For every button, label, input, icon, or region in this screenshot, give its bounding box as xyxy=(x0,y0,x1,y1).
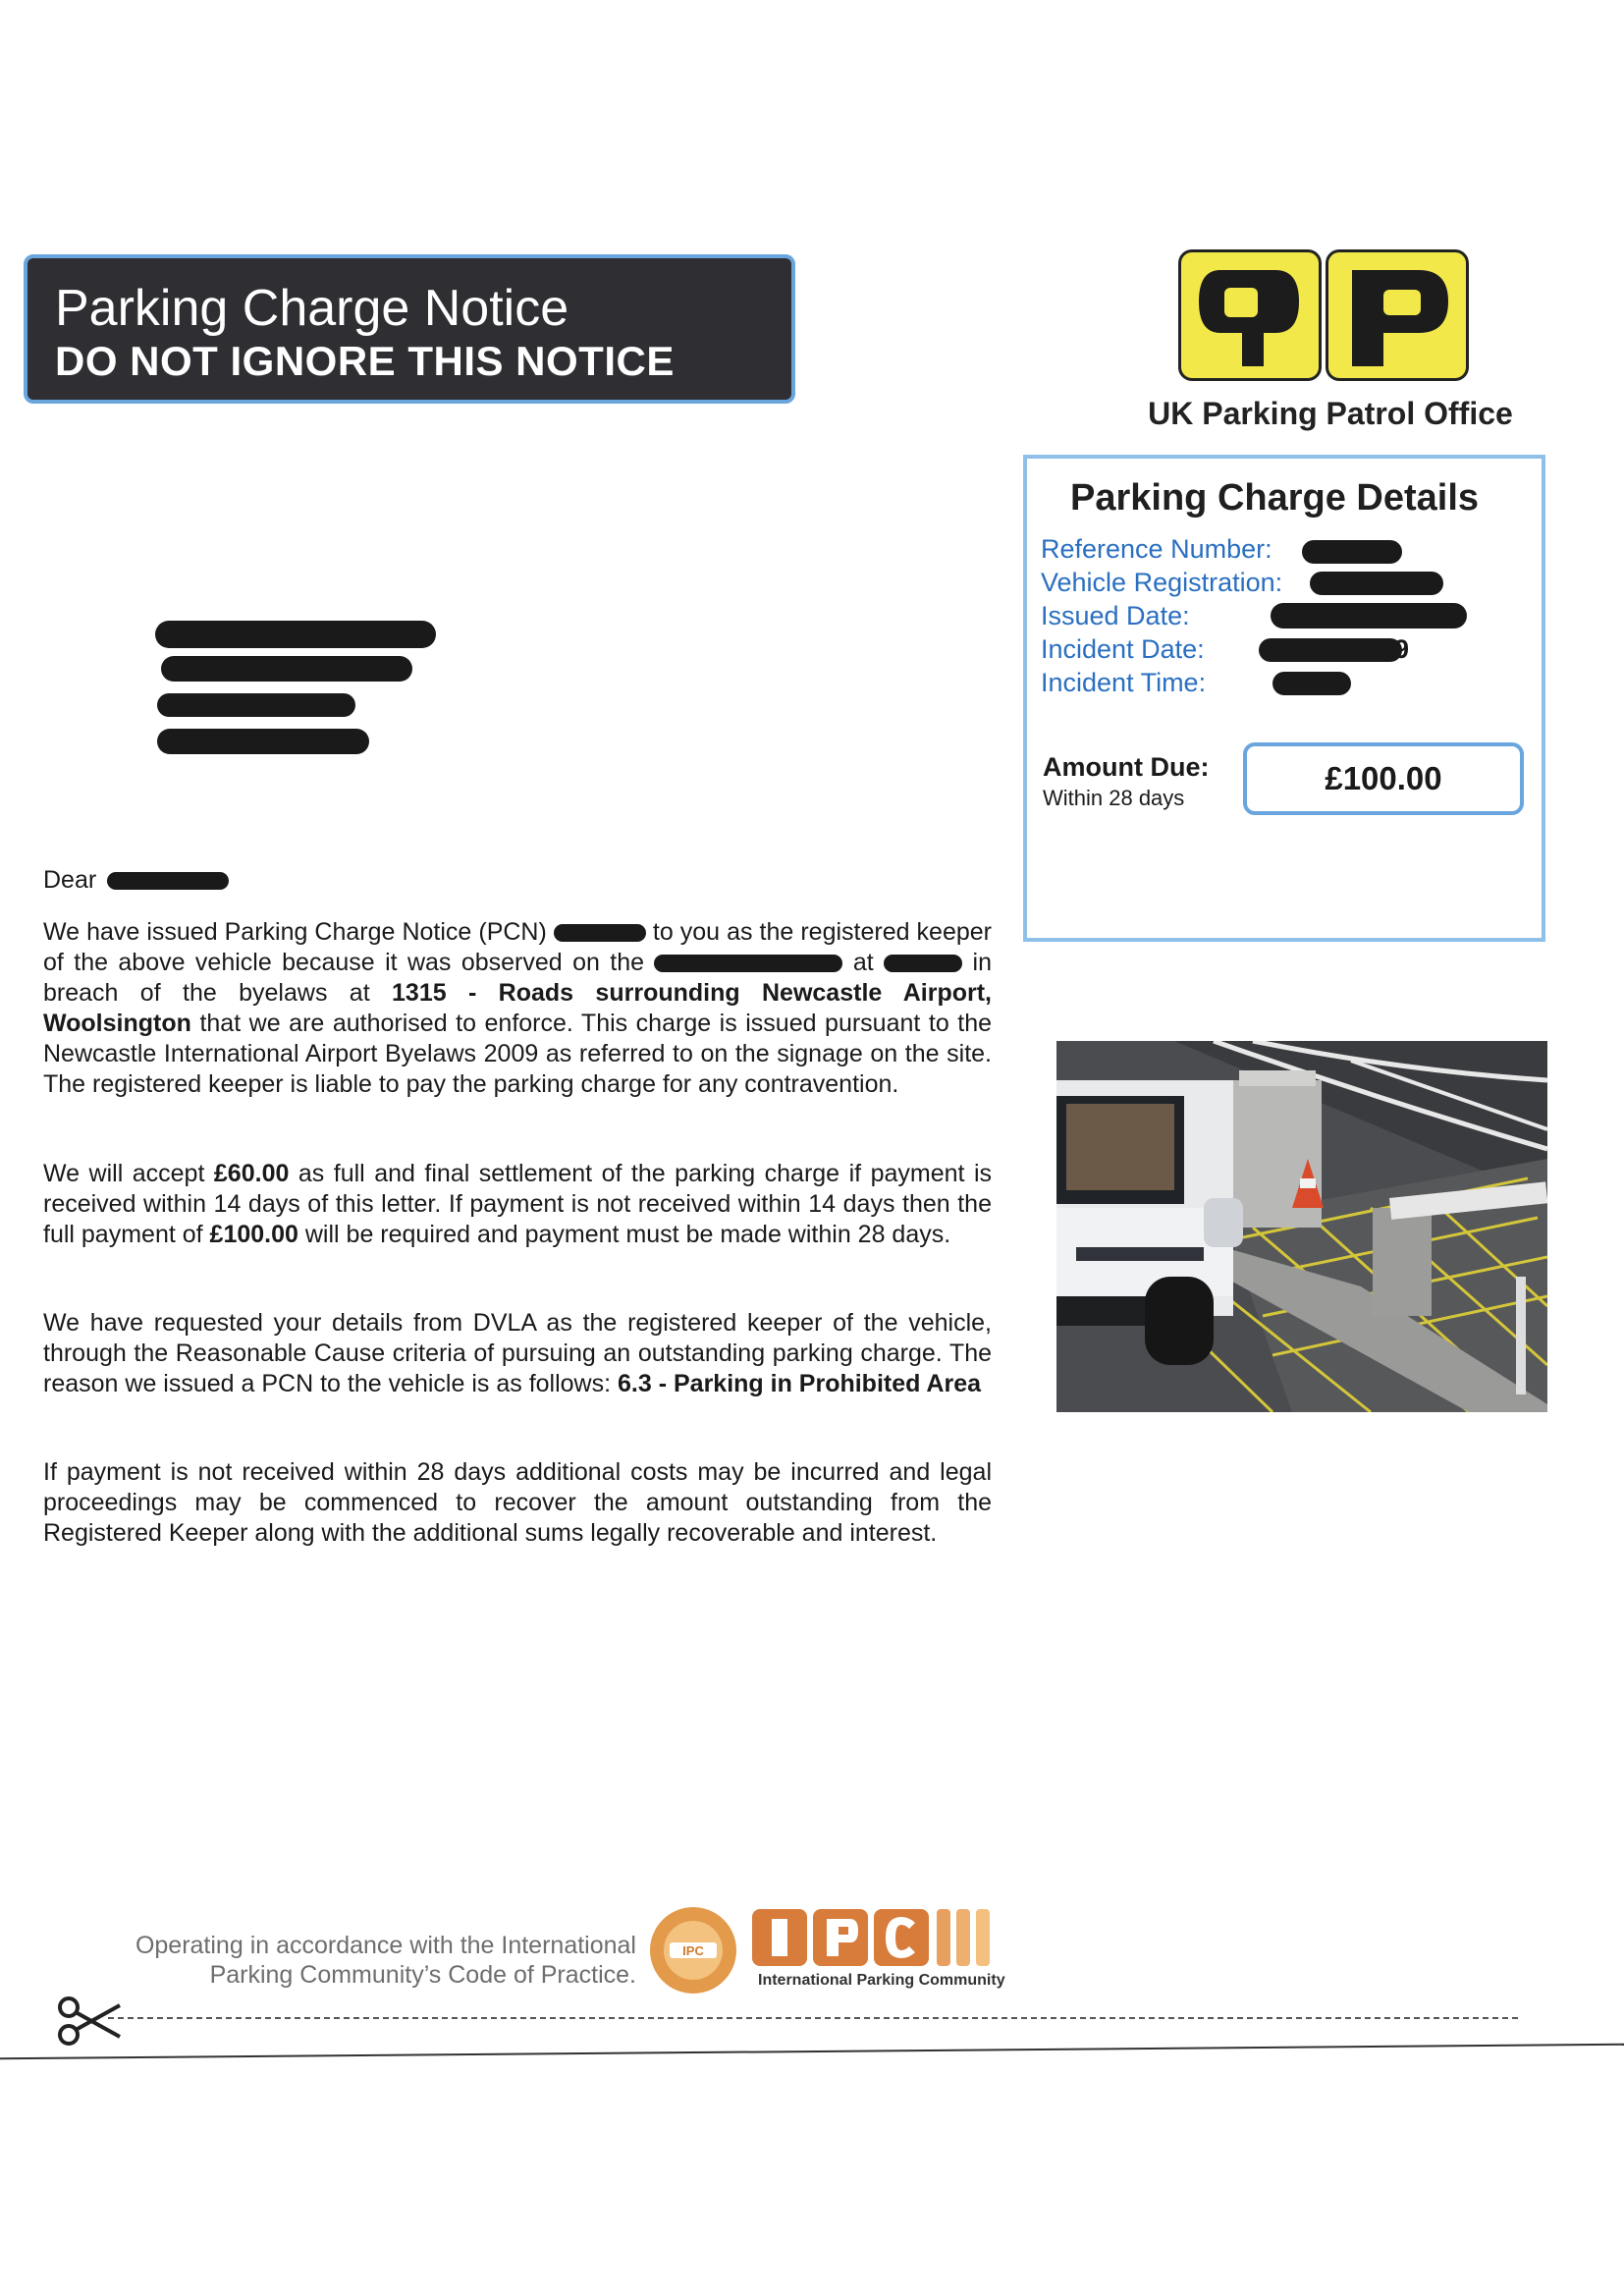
amount-due-value: £100.00 xyxy=(1243,742,1524,815)
redaction-bar xyxy=(1259,638,1402,662)
ipc-caption: International Parking Community xyxy=(758,1972,1005,1989)
p1-text-c: at xyxy=(852,949,874,976)
detail-row-registration xyxy=(1041,568,1282,598)
p1-text-d: in breach of the byelaws at xyxy=(43,949,992,1007)
detail-row-incident-date xyxy=(1041,634,1205,665)
p1-text-b: to you as the registered keeper of the above vehicle because it was observed on the xyxy=(43,918,992,976)
p3-contravention-reason: 6.3 - Parking in Prohibited Area xyxy=(618,1370,982,1397)
address-redaction xyxy=(157,693,355,717)
address-redaction xyxy=(157,729,369,754)
notice-warning: DO NOT IGNORE THIS NOTICE xyxy=(55,338,675,384)
paragraph-settlement xyxy=(43,1159,992,1250)
redaction-bar xyxy=(1310,572,1443,595)
p2-full-amount: £100.00 xyxy=(209,1221,298,1248)
notice-banner xyxy=(24,254,795,404)
salutation-text: Dear xyxy=(43,866,97,894)
company-name: UK Parking Patrol Office xyxy=(1148,396,1513,431)
detail-row-incident-time xyxy=(1041,668,1206,698)
ipc-logo xyxy=(752,1909,1013,1968)
p3-text-a: We have requested your details from DVLA as the registered keeper of the vehicle, through the Reasonable Cause criteria of pursuing an outstanding parking charge. The reason we issued a PCN to the vehicle is as follows: xyxy=(43,1309,992,1397)
page-divider xyxy=(0,2044,1624,2059)
accredited-operator-seal xyxy=(648,1905,738,1995)
paragraph-additional-costs: If payment is not received within 28 days additional costs may be incurred and legal proceedings may be commenced to recover the amount outstanding from the Registered Keeper along with the additional sums legally recoverable and interest. xyxy=(43,1458,992,1547)
detail-label: Vehicle Registration: xyxy=(1041,568,1283,597)
details-panel xyxy=(1023,455,1545,942)
name-redaction xyxy=(107,872,229,890)
p1-text-a: We have issued Parking Charge Notice (PCN) xyxy=(43,918,547,946)
footer-line-1: Operating in accordance with the International xyxy=(135,1932,636,1959)
detail-row-reference xyxy=(1041,534,1272,565)
p2-text-b: as full and final settlement of the parking charge if payment is received within 14 days of this letter. If payment is not received within 14 days then the full payment of xyxy=(43,1160,992,1248)
svg-text:IPC: IPC xyxy=(682,1943,704,1958)
amount-due-label: Amount Due: xyxy=(1043,752,1210,782)
salutation xyxy=(43,866,225,895)
p1-location: 1315 - Roads surrounding Newcastle Airport, Woolsington xyxy=(43,979,992,1037)
footer-line-2: Parking Community’s Code of Practice. xyxy=(209,1961,636,1989)
detail-row-issued xyxy=(1041,601,1190,631)
redaction-bar xyxy=(1272,672,1351,695)
paragraph-dvla xyxy=(43,1308,992,1399)
redaction-bar xyxy=(1302,540,1402,564)
incident-date-visible: 9 xyxy=(1394,634,1410,664)
code-of-practice-statement xyxy=(118,1931,636,1990)
p2-text-c: will be required and payment must be made within 28 days. xyxy=(304,1221,951,1248)
company-logo xyxy=(1178,249,1473,387)
p2-text-a: We will accept xyxy=(43,1160,205,1187)
pcn-redaction xyxy=(554,924,646,942)
p1-text-e: that we are authorised to enforce. This charge is issued pursuant to the Newcastle International Airport Byelaws 2009 as referred to on the signage on the site. The registered keeper is liable to pay the parking charge for any contravention. xyxy=(43,1010,993,1098)
time-redaction xyxy=(884,955,962,972)
logo-tile-left xyxy=(1178,249,1322,381)
detail-label: Incident Date: xyxy=(1041,634,1205,664)
detail-label: Issued Date: xyxy=(1041,601,1190,630)
logo-tile-right xyxy=(1326,249,1469,381)
detail-label: Reference Number: xyxy=(1041,534,1272,564)
tear-off-line xyxy=(108,2017,1518,2019)
details-title: Parking Charge Details xyxy=(1070,477,1480,519)
paragraph-pcn-issued xyxy=(43,917,992,1100)
scissors-icon xyxy=(55,1994,124,2049)
detail-label: Incident Time: xyxy=(1041,668,1207,697)
amount-due-deadline: Within 28 days xyxy=(1043,786,1185,810)
evidence-photo xyxy=(1056,1041,1547,1412)
notice-title: Parking Charge Notice xyxy=(55,280,569,337)
p2-reduced-amount: £60.00 xyxy=(213,1160,290,1187)
address-redaction xyxy=(155,621,436,648)
redaction-bar xyxy=(1271,603,1467,629)
date-redaction xyxy=(654,955,842,972)
address-redaction xyxy=(161,656,412,682)
